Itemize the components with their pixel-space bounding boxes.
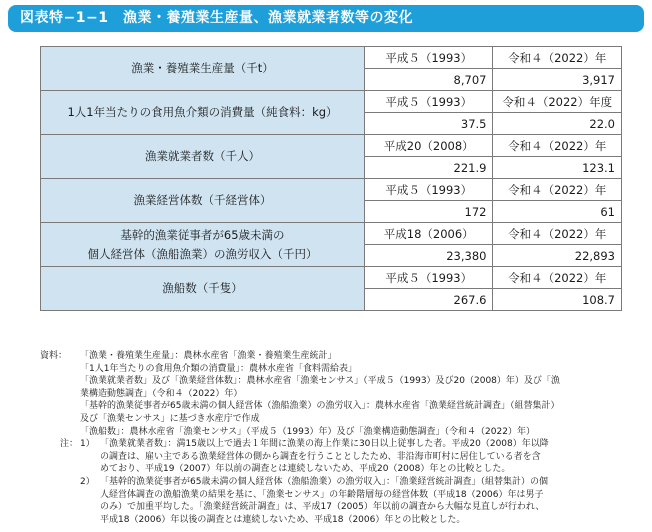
note-line: 「漁業就業者数」：満15歳以上で過去１年間に漁業の海上作業に30日以上従事した者。平成20（2008）年以降 xyxy=(100,439,549,450)
row-label-text: 漁業経営体数（千経営体） xyxy=(133,193,272,207)
table-row xyxy=(41,179,622,201)
notes-section xyxy=(40,350,640,526)
note-item xyxy=(80,438,640,476)
row-label-text: 漁業就業者数（千人） xyxy=(145,149,260,163)
note-line: 「基幹的漁業従事者が65歳未満の個人経営体（漁船漁業）の漁労収入」：「漁業経営統計調査」（組替集計）の個 xyxy=(100,476,548,487)
note-line: のみ）で加重平均した。「漁業経営統計調査」は、平成17（2005）年以前の調査から大幅な見直しが行われ、 xyxy=(100,502,545,513)
year-cell: 平成５（1993） xyxy=(365,47,493,69)
value-cell: 267.6 xyxy=(365,289,493,311)
table-row xyxy=(41,91,622,113)
table-row xyxy=(41,135,622,157)
year-cell: 平成18（2006） xyxy=(365,223,493,245)
table-row xyxy=(41,47,622,69)
source-heading: 資料： xyxy=(40,351,68,361)
value-cell: 172 xyxy=(365,201,493,223)
note-line: 人経営体調査の漁船漁業の結果を基に、「漁業センサス」の年齢階層毎の経営体数（平成18（2006）年は男子 xyxy=(100,489,544,500)
statistics-table xyxy=(40,46,622,311)
value-cell: 123.1 xyxy=(493,157,622,179)
source-lines xyxy=(80,350,640,438)
value-cell: 8,707 xyxy=(365,69,493,91)
row-label xyxy=(41,179,365,223)
year-cell: 令和４（2022）年 xyxy=(493,135,622,157)
source-line: 「漁船数」：農林水産省「漁業センサス」（平成５（1993）年）及び「漁業構造動態調査」（令和４（2022）年） xyxy=(80,426,535,437)
row-label-text: 漁船数（千隻） xyxy=(162,281,243,295)
value-cell: 221.9 xyxy=(365,157,493,179)
source-line: 「基幹的漁業従事者が65歳未満の個人経営体（漁船漁業）の漁労収入」：農林水産省「漁業経営統計調査」（組替集計） xyxy=(80,401,560,412)
value-cell: 22.0 xyxy=(493,113,622,135)
year-cell: 平成５（1993） xyxy=(365,179,493,201)
row-label-text: 1人1年当たりの食用魚介類の消費量（純食料：kg） xyxy=(67,105,338,119)
note-line: 平成18（2006）年以後の調査とは連続しないため、平成18（2006）年との比較とした。 xyxy=(100,514,466,525)
note-item xyxy=(80,476,640,526)
source-line: 「漁業就業者数」及び「漁業経営体数」：農林水産省「漁業センサス」（平成５（1993）及び20（2008）年）及び「漁 xyxy=(80,376,560,387)
value-cell: 23,380 xyxy=(365,245,493,267)
row-label xyxy=(41,267,365,311)
value-cell: 3,917 xyxy=(493,69,622,91)
value-cell: 61 xyxy=(493,201,622,223)
year-cell: 令和４（2022）年 xyxy=(493,223,622,245)
year-cell: 令和４（2022）年度 xyxy=(493,91,622,113)
note-line: めており、平成19（2007）年以前の調査とは連続しないため、平成20（2008）年との比較とした。 xyxy=(100,464,511,475)
table-row xyxy=(41,223,622,245)
year-cell: 令和４（2022）年 xyxy=(493,47,622,69)
row-label xyxy=(41,135,365,179)
year-cell: 令和４（2022）年 xyxy=(493,179,622,201)
source-line: 及び「漁業センサス」に基づき水産庁で作成 xyxy=(80,413,260,424)
figure-title: 図表特−1−1 漁業・養殖業生産量、漁業就業者数等の変化 xyxy=(8,5,644,32)
row-label-text: 漁業・養殖業生産量（千t） xyxy=(131,61,274,75)
note-number: 2） xyxy=(80,476,95,487)
source-line: 「1人1年当たりの食用魚介類の消費量」：農林水産省「食料需給表」 xyxy=(80,363,357,374)
note-items xyxy=(40,438,640,526)
source-line: 業構造動態調査」（令和４（2022）年） xyxy=(80,388,243,399)
value-cell: 108.7 xyxy=(493,289,622,311)
year-cell: 令和４（2022）年 xyxy=(493,267,622,289)
note-line: の調査は、雇い主である漁業経営体の側から調査を行うこととしたため、非沿海市町村に居住している者を含 xyxy=(100,451,541,462)
year-cell: 平成５（1993） xyxy=(365,91,493,113)
row-label-text-line2: 個人経営体（漁船漁業）の漁労収入（千円） xyxy=(87,246,318,261)
row-label-text: 基幹的漁業従事者が65歳未満の xyxy=(120,227,285,242)
note-number: 1） xyxy=(80,439,95,450)
source-line: 「漁業・養殖業生産量」：農林水産省「漁業・養殖業生産統計」 xyxy=(80,351,337,361)
year-cell: 平成20（2008） xyxy=(365,135,493,157)
row-label xyxy=(41,47,365,91)
notes-heading: 注： xyxy=(60,439,79,450)
value-cell: 22,893 xyxy=(493,245,622,267)
table-row xyxy=(41,267,622,289)
row-label xyxy=(41,91,365,135)
year-cell: 平成５（1993） xyxy=(365,267,493,289)
row-label xyxy=(41,223,365,267)
value-cell: 37.5 xyxy=(365,113,493,135)
